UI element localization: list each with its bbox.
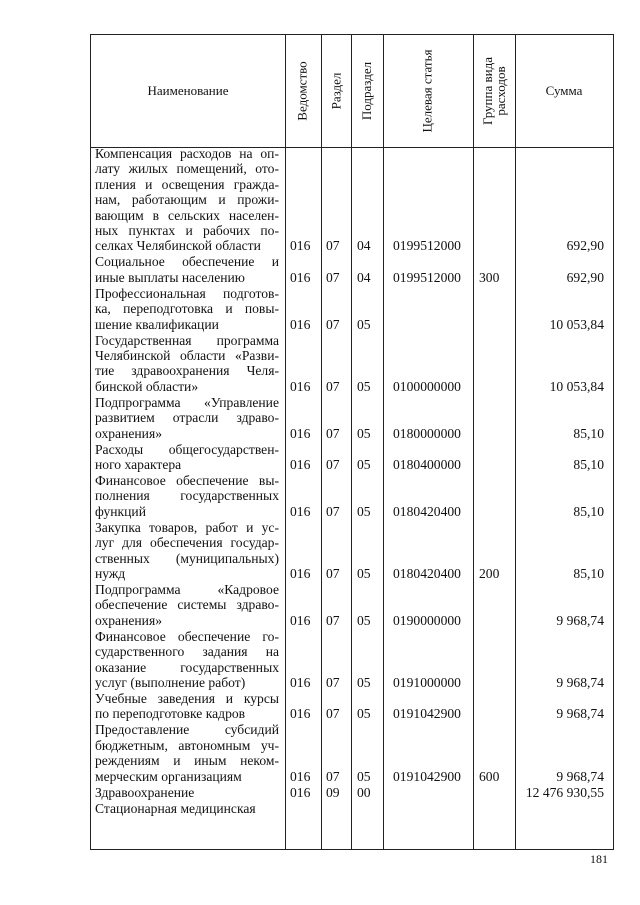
row-vedomstvo: 016 bbox=[290, 612, 311, 628]
row-name-line: оказание государственных bbox=[95, 659, 279, 675]
row-name-line: Социальное обеспечение и bbox=[95, 254, 279, 270]
row-name-line: полнения государственных bbox=[95, 488, 279, 504]
row-celevaya: 0199512000 bbox=[393, 238, 461, 254]
row-name-line: по переподготовке кадров bbox=[95, 706, 246, 722]
row-summa: 85,10 bbox=[573, 425, 604, 441]
row-vedomstvo: 016 bbox=[290, 269, 311, 285]
row-name-line: вающим в сельских населен- bbox=[95, 207, 279, 223]
header-gruppa-line2: расходов bbox=[493, 66, 509, 116]
row-name bbox=[95, 395, 279, 441]
row-name bbox=[95, 722, 279, 784]
row-name-line: луг для обеспечения государ- bbox=[95, 535, 279, 551]
row-name bbox=[95, 254, 279, 285]
header-vedomstvo bbox=[285, 35, 321, 147]
row-celevaya: 0191042900 bbox=[393, 706, 461, 722]
row-name-line: Подпрограмма «Кадровое bbox=[95, 582, 279, 597]
row-name-line: селках Челябинской области bbox=[95, 238, 261, 254]
row-summa: 692,90 bbox=[566, 269, 604, 285]
row-name-line: Здравоохранение bbox=[95, 784, 195, 800]
row-summa: 10 053,84 bbox=[549, 316, 604, 332]
row-razdel: 07 bbox=[326, 566, 340, 581]
row-name-line: услуг (выполнение работ) bbox=[95, 674, 246, 690]
row-vedomstvo: 016 bbox=[290, 503, 311, 519]
row-name-line: Компенсация расходов на оп- bbox=[95, 146, 279, 161]
row-name-line: ственных (муниципальных) bbox=[95, 550, 279, 566]
row-podrazdel: 05 bbox=[357, 425, 371, 441]
row-razdel: 07 bbox=[326, 612, 340, 628]
header-gruppa-line1: Группа вида bbox=[480, 57, 496, 125]
row-name bbox=[95, 473, 279, 519]
header-razdel-text: Раздел bbox=[328, 72, 343, 110]
row-summa: 10 053,84 bbox=[549, 378, 604, 394]
row-celevaya: 0191000000 bbox=[393, 675, 461, 690]
row-celevaya: 0190000000 bbox=[393, 612, 461, 628]
row-name-line: Закупка товаров, работ и ус- bbox=[95, 519, 279, 535]
row-name-line: бинской области» bbox=[95, 378, 199, 394]
row-podrazdel: 05 bbox=[357, 566, 371, 581]
row-razdel: 07 bbox=[326, 706, 340, 722]
row-celevaya: 0100000000 bbox=[393, 378, 461, 394]
row-name-line: Челябинской области «Разви- bbox=[95, 347, 279, 363]
row-summa: 85,10 bbox=[573, 566, 604, 581]
column-divider bbox=[473, 35, 474, 849]
header-summa-text: Сумма bbox=[545, 83, 583, 98]
row-podrazdel: 05 bbox=[357, 378, 371, 394]
row-gruppa: 300 bbox=[479, 269, 500, 285]
row-vedomstvo: 016 bbox=[290, 425, 311, 441]
row-name bbox=[95, 691, 279, 722]
row-name-line: ка, переподготовка и повы- bbox=[95, 301, 279, 317]
row-name bbox=[95, 146, 279, 254]
row-razdel: 07 bbox=[326, 269, 340, 285]
row-vedomstvo: 016 bbox=[290, 675, 311, 690]
row-podrazdel: 05 bbox=[357, 706, 371, 722]
row-celevaya: 0199512000 bbox=[393, 269, 461, 285]
row-name-line: Подпрограмма «Управление bbox=[95, 394, 279, 410]
column-divider bbox=[515, 35, 516, 849]
header-celevaya-text: Целевая статья bbox=[419, 49, 435, 133]
row-name-line: Профессиональная подготов- bbox=[95, 285, 279, 301]
row-podrazdel: 05 bbox=[357, 612, 371, 628]
header-summa bbox=[515, 35, 613, 147]
row-razdel: 09 bbox=[326, 784, 340, 800]
row-summa: 9 968,74 bbox=[556, 675, 604, 690]
header-podrazdel bbox=[351, 35, 383, 147]
row-vedomstvo: 016 bbox=[290, 238, 311, 254]
row-name-line: реждениям и иным неком- bbox=[95, 753, 279, 769]
row-summa: 9 968,74 bbox=[556, 768, 604, 784]
row-celevaya: 0180420400 bbox=[393, 566, 461, 581]
row-name-line: тие здравоохранения Челя- bbox=[95, 363, 279, 379]
header-name-text: Наименование bbox=[147, 83, 229, 98]
row-name-line: обеспечение системы здраво- bbox=[95, 597, 279, 613]
row-gruppa: 200 bbox=[479, 566, 500, 581]
page-number: 181 bbox=[590, 852, 608, 866]
header-vedomstvo-text: Ведомство bbox=[295, 61, 310, 121]
row-summa: 85,10 bbox=[573, 457, 604, 472]
row-razdel: 07 bbox=[326, 316, 340, 332]
row-razdel: 07 bbox=[326, 425, 340, 441]
row-name-line: бюджетным, автономным уч- bbox=[95, 737, 279, 753]
row-name-line: охранения» bbox=[95, 425, 162, 441]
row-gruppa: 600 bbox=[479, 768, 500, 784]
row-celevaya: 0180000000 bbox=[393, 425, 461, 441]
row-podrazdel: 05 bbox=[357, 457, 371, 472]
header-celevaya bbox=[383, 35, 473, 147]
row-podrazdel: 04 bbox=[357, 269, 371, 285]
header-gruppa bbox=[473, 35, 515, 147]
row-name-line: ного характера bbox=[95, 456, 182, 472]
row-name bbox=[95, 520, 279, 582]
row-name-line: шение квалификации bbox=[95, 316, 219, 332]
row-podrazdel: 00 bbox=[357, 784, 371, 800]
row-name bbox=[95, 801, 279, 816]
row-name-line: Финансовое обеспечение го- bbox=[95, 628, 279, 644]
row-name-line: пления и освещения гражда- bbox=[95, 176, 279, 192]
row-vedomstvo: 016 bbox=[290, 316, 311, 332]
header-name bbox=[91, 35, 285, 147]
row-name-line: Учебные заведения и курсы bbox=[95, 691, 279, 706]
row-name-line: нам, работающим и прожи- bbox=[95, 192, 279, 208]
row-name-line: нужд bbox=[95, 565, 126, 581]
row-vedomstvo: 016 bbox=[290, 768, 311, 784]
row-vedomstvo: 016 bbox=[290, 784, 311, 800]
row-celevaya: 0180420400 bbox=[393, 503, 461, 519]
row-name-line: Финансовое обеспечение вы- bbox=[95, 473, 279, 488]
row-summa: 85,10 bbox=[573, 503, 604, 519]
row-name-line: функций bbox=[95, 503, 146, 519]
row-celevaya: 0180400000 bbox=[393, 457, 461, 472]
row-razdel: 07 bbox=[326, 768, 340, 784]
row-name-line: иные выплаты населению bbox=[95, 269, 245, 285]
row-name-line: Расходы общегосударствен- bbox=[95, 441, 279, 457]
column-divider bbox=[321, 35, 322, 849]
row-name-line: развитием отрасли здраво- bbox=[95, 410, 279, 426]
row-name bbox=[95, 629, 279, 691]
row-name-line: Государственная программа bbox=[95, 332, 279, 348]
row-vedomstvo: 016 bbox=[290, 457, 311, 472]
header-razdel bbox=[321, 35, 351, 147]
row-vedomstvo: 016 bbox=[290, 706, 311, 722]
column-divider bbox=[383, 35, 384, 849]
row-name-line: лату жилых помещений, ото- bbox=[95, 161, 279, 177]
row-summa: 692,90 bbox=[566, 238, 604, 254]
row-name-line: сударственного задания на bbox=[95, 644, 279, 660]
row-name bbox=[95, 785, 279, 800]
column-divider bbox=[351, 35, 352, 849]
row-name-line: мерческим организациям bbox=[95, 768, 242, 784]
row-razdel: 07 bbox=[326, 378, 340, 394]
row-summa: 9 968,74 bbox=[556, 706, 604, 722]
row-vedomstvo: 016 bbox=[290, 566, 311, 581]
row-name-line: охранения» bbox=[95, 612, 162, 628]
row-summa: 9 968,74 bbox=[556, 612, 604, 628]
header-podrazdel-text: Подраздел bbox=[359, 61, 375, 121]
row-name bbox=[95, 442, 279, 473]
row-name bbox=[95, 582, 279, 628]
row-podrazdel: 05 bbox=[357, 675, 371, 690]
row-razdel: 07 bbox=[326, 503, 340, 519]
row-razdel: 07 bbox=[326, 457, 340, 472]
column-divider bbox=[285, 35, 286, 849]
row-celevaya: 0191042900 bbox=[393, 768, 461, 784]
row-podrazdel: 05 bbox=[357, 503, 371, 519]
row-name bbox=[95, 286, 279, 332]
row-podrazdel: 05 bbox=[357, 316, 371, 332]
row-summa: 12 476 930,55 bbox=[525, 784, 604, 800]
row-vedomstvo: 016 bbox=[290, 378, 311, 394]
header-gruppa-text bbox=[481, 57, 507, 125]
row-razdel: 07 bbox=[326, 675, 340, 690]
row-name bbox=[95, 333, 279, 395]
row-razdel: 07 bbox=[326, 238, 340, 254]
row-podrazdel: 05 bbox=[357, 768, 371, 784]
row-name-line: Предоставление субсидий bbox=[95, 722, 279, 738]
row-podrazdel: 04 bbox=[357, 238, 371, 254]
row-name-line: Стационарная медицинская bbox=[95, 800, 256, 816]
row-name-line: ных пунктах и рабочих по- bbox=[95, 222, 279, 238]
